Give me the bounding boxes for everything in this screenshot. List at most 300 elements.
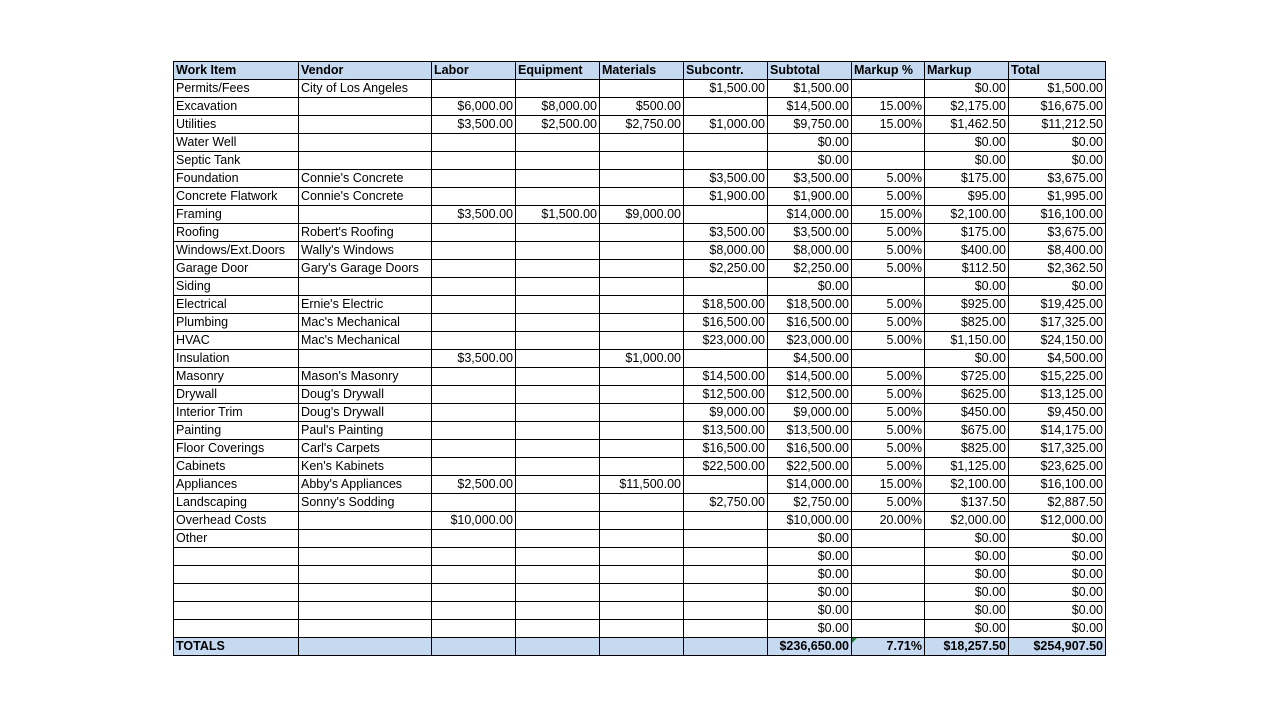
cell-vendor[interactable] [299,278,432,296]
cell-markup-pct[interactable]: 5.00% [852,314,925,332]
cell-subcontr[interactable] [684,620,768,638]
cell-subtotal[interactable]: $23,000.00 [768,332,852,350]
column-header-materials[interactable]: Materials [600,62,684,80]
cell-markup-pct[interactable] [852,602,925,620]
totals-cell-markup[interactable]: $18,257.50 [925,638,1009,656]
cell-labor[interactable] [432,620,516,638]
cell-work-item[interactable]: Plumbing [174,314,299,332]
cell-markup[interactable]: $625.00 [925,386,1009,404]
cell-subtotal[interactable]: $0.00 [768,602,852,620]
cell-labor[interactable] [432,530,516,548]
cell-subtotal[interactable]: $2,250.00 [768,260,852,278]
cell-total[interactable]: $0.00 [1009,620,1106,638]
cell-subtotal[interactable]: $1,900.00 [768,188,852,206]
cell-materials[interactable] [600,602,684,620]
column-header-markup-pct[interactable]: Markup % [852,62,925,80]
column-header-vendor[interactable]: Vendor [299,62,432,80]
cell-equipment[interactable] [516,134,600,152]
cell-subtotal[interactable]: $9,750.00 [768,116,852,134]
cell-subcontr[interactable] [684,602,768,620]
cell-vendor[interactable]: Connie's Concrete [299,170,432,188]
cell-subcontr[interactable]: $8,000.00 [684,242,768,260]
cell-labor[interactable] [432,584,516,602]
cell-subtotal[interactable]: $1,500.00 [768,80,852,98]
cell-total[interactable]: $0.00 [1009,584,1106,602]
cell-markup-pct[interactable] [852,530,925,548]
totals-cell-markup-pct[interactable]: 7.71% [852,638,925,656]
cell-labor[interactable]: $3,500.00 [432,206,516,224]
cell-vendor[interactable]: Gary's Garage Doors [299,260,432,278]
cell-markup[interactable]: $1,125.00 [925,458,1009,476]
cell-vendor[interactable]: Sonny's Sodding [299,494,432,512]
cell-vendor[interactable]: Mac's Mechanical [299,314,432,332]
cell-markup[interactable]: $0.00 [925,566,1009,584]
cell-equipment[interactable] [516,584,600,602]
cell-vendor[interactable]: Connie's Concrete [299,188,432,206]
cell-subtotal[interactable]: $0.00 [768,584,852,602]
cell-markup[interactable]: $0.00 [925,548,1009,566]
cell-subcontr[interactable]: $16,500.00 [684,314,768,332]
cell-markup[interactable]: $175.00 [925,224,1009,242]
totals-cell-labor[interactable] [432,638,516,656]
cell-labor[interactable]: $3,500.00 [432,350,516,368]
cell-markup-pct[interactable]: 5.00% [852,458,925,476]
column-header-labor[interactable]: Labor [432,62,516,80]
cell-markup-pct[interactable]: 5.00% [852,440,925,458]
cell-total[interactable]: $0.00 [1009,548,1106,566]
cell-work-item[interactable]: Painting [174,422,299,440]
cell-vendor[interactable]: Mac's Mechanical [299,332,432,350]
totals-cell-materials[interactable] [600,638,684,656]
cell-subtotal[interactable]: $13,500.00 [768,422,852,440]
cell-work-item[interactable] [174,620,299,638]
cell-markup-pct[interactable] [852,584,925,602]
cell-markup[interactable]: $725.00 [925,368,1009,386]
cell-total[interactable]: $4,500.00 [1009,350,1106,368]
cell-materials[interactable] [600,440,684,458]
cell-labor[interactable] [432,188,516,206]
cell-materials[interactable] [600,404,684,422]
cell-labor[interactable]: $10,000.00 [432,512,516,530]
cell-markup-pct[interactable]: 15.00% [852,206,925,224]
cell-subcontr[interactable] [684,584,768,602]
cell-work-item[interactable]: Permits/Fees [174,80,299,98]
cell-materials[interactable] [600,296,684,314]
cell-markup[interactable]: $400.00 [925,242,1009,260]
cell-labor[interactable] [432,170,516,188]
cell-equipment[interactable] [516,260,600,278]
cell-markup-pct[interactable]: 5.00% [852,170,925,188]
cell-subtotal[interactable]: $2,750.00 [768,494,852,512]
cell-subcontr[interactable]: $12,500.00 [684,386,768,404]
cell-markup-pct[interactable] [852,620,925,638]
cell-vendor[interactable]: Doug's Drywall [299,386,432,404]
cell-total[interactable]: $11,212.50 [1009,116,1106,134]
column-header-markup[interactable]: Markup [925,62,1009,80]
totals-cell-subcontr[interactable] [684,638,768,656]
cell-subcontr[interactable]: $23,000.00 [684,332,768,350]
cell-equipment[interactable] [516,332,600,350]
cell-vendor[interactable] [299,134,432,152]
cell-equipment[interactable] [516,188,600,206]
cell-work-item[interactable] [174,566,299,584]
cell-total[interactable]: $17,325.00 [1009,314,1106,332]
cell-subtotal[interactable]: $3,500.00 [768,170,852,188]
column-header-subtotal[interactable]: Subtotal [768,62,852,80]
cell-subtotal[interactable]: $14,000.00 [768,476,852,494]
cell-subcontr[interactable] [684,512,768,530]
cell-total[interactable]: $1,500.00 [1009,80,1106,98]
cell-equipment[interactable]: $1,500.00 [516,206,600,224]
cell-work-item[interactable]: Other [174,530,299,548]
cell-vendor[interactable]: Ken's Kabinets [299,458,432,476]
cell-labor[interactable] [432,602,516,620]
cell-markup-pct[interactable] [852,548,925,566]
cell-vendor[interactable] [299,512,432,530]
cell-subtotal[interactable]: $3,500.00 [768,224,852,242]
cell-equipment[interactable] [516,386,600,404]
cell-equipment[interactable] [516,566,600,584]
cell-materials[interactable] [600,620,684,638]
cell-vendor[interactable]: Ernie's Electric [299,296,432,314]
cell-markup[interactable]: $0.00 [925,620,1009,638]
column-header-equipment[interactable]: Equipment [516,62,600,80]
cell-labor[interactable] [432,332,516,350]
cell-total[interactable]: $16,100.00 [1009,206,1106,224]
cell-vendor[interactable] [299,548,432,566]
cell-materials[interactable] [600,80,684,98]
cell-equipment[interactable] [516,458,600,476]
cell-markup-pct[interactable]: 5.00% [852,242,925,260]
cell-vendor[interactable]: Mason's Masonry [299,368,432,386]
cell-markup[interactable]: $1,150.00 [925,332,1009,350]
cell-subtotal[interactable]: $18,500.00 [768,296,852,314]
cell-subtotal[interactable]: $12,500.00 [768,386,852,404]
cell-markup[interactable]: $450.00 [925,404,1009,422]
cell-markup-pct[interactable]: 15.00% [852,116,925,134]
cell-work-item[interactable]: Windows/Ext.Doors [174,242,299,260]
cell-work-item[interactable]: Water Well [174,134,299,152]
cell-markup-pct[interactable]: 5.00% [852,260,925,278]
cell-materials[interactable] [600,386,684,404]
totals-cell-subtotal[interactable]: $236,650.00 [768,638,852,656]
cell-work-item[interactable]: Landscaping [174,494,299,512]
cell-equipment[interactable] [516,242,600,260]
cell-labor[interactable] [432,242,516,260]
cell-markup-pct[interactable]: 5.00% [852,368,925,386]
cell-work-item[interactable]: Electrical [174,296,299,314]
cell-markup-pct[interactable] [852,278,925,296]
cell-subtotal[interactable]: $14,000.00 [768,206,852,224]
cell-subcontr[interactable]: $1,900.00 [684,188,768,206]
cell-subtotal[interactable]: $0.00 [768,134,852,152]
cell-labor[interactable] [432,278,516,296]
cell-markup-pct[interactable]: 5.00% [852,224,925,242]
cell-markup[interactable]: $0.00 [925,584,1009,602]
cell-total[interactable]: $0.00 [1009,566,1106,584]
cell-equipment[interactable] [516,314,600,332]
cell-subcontr[interactable] [684,206,768,224]
cell-total[interactable]: $13,125.00 [1009,386,1106,404]
cell-materials[interactable] [600,278,684,296]
cell-vendor[interactable]: City of Los Angeles [299,80,432,98]
cell-equipment[interactable] [516,80,600,98]
cell-subcontr[interactable]: $3,500.00 [684,170,768,188]
cell-subcontr[interactable] [684,350,768,368]
cell-labor[interactable]: $6,000.00 [432,98,516,116]
column-header-total[interactable]: Total [1009,62,1106,80]
cell-total[interactable]: $0.00 [1009,602,1106,620]
cell-labor[interactable] [432,566,516,584]
cell-markup[interactable]: $2,000.00 [925,512,1009,530]
cell-labor[interactable] [432,296,516,314]
cell-markup[interactable]: $175.00 [925,170,1009,188]
cell-materials[interactable] [600,170,684,188]
cell-materials[interactable] [600,368,684,386]
cell-total[interactable]: $8,400.00 [1009,242,1106,260]
cell-subtotal[interactable]: $0.00 [768,620,852,638]
cell-total[interactable]: $19,425.00 [1009,296,1106,314]
cell-subcontr[interactable] [684,530,768,548]
cell-labor[interactable] [432,422,516,440]
cell-materials[interactable] [600,494,684,512]
cell-subtotal[interactable]: $14,500.00 [768,98,852,116]
cell-markup[interactable]: $0.00 [925,602,1009,620]
cell-vendor[interactable] [299,602,432,620]
cell-equipment[interactable] [516,530,600,548]
cell-materials[interactable]: $11,500.00 [600,476,684,494]
cell-work-item[interactable]: Interior Trim [174,404,299,422]
column-header-subcontr[interactable]: Subcontr. [684,62,768,80]
cell-markup-pct[interactable] [852,134,925,152]
cell-subtotal[interactable]: $9,000.00 [768,404,852,422]
cell-materials[interactable]: $9,000.00 [600,206,684,224]
cell-work-item[interactable]: Excavation [174,98,299,116]
cell-total[interactable]: $23,625.00 [1009,458,1106,476]
cell-total[interactable]: $0.00 [1009,278,1106,296]
cell-markup-pct[interactable] [852,80,925,98]
cell-subtotal[interactable]: $16,500.00 [768,440,852,458]
cell-work-item[interactable] [174,602,299,620]
cell-subtotal[interactable]: $14,500.00 [768,368,852,386]
cell-vendor[interactable] [299,116,432,134]
totals-cell-total[interactable]: $254,907.50 [1009,638,1106,656]
cell-subtotal[interactable]: $0.00 [768,566,852,584]
cell-materials[interactable]: $500.00 [600,98,684,116]
cell-labor[interactable] [432,386,516,404]
cell-subcontr[interactable]: $22,500.00 [684,458,768,476]
cell-materials[interactable]: $2,750.00 [600,116,684,134]
cell-subcontr[interactable]: $1,000.00 [684,116,768,134]
cell-labor[interactable] [432,404,516,422]
cell-materials[interactable] [600,260,684,278]
cell-markup-pct[interactable]: 20.00% [852,512,925,530]
cell-subcontr[interactable] [684,134,768,152]
cell-labor[interactable] [432,80,516,98]
cell-materials[interactable] [600,188,684,206]
cell-work-item[interactable] [174,584,299,602]
cell-labor[interactable] [432,260,516,278]
cell-work-item[interactable] [174,548,299,566]
cell-markup-pct[interactable]: 5.00% [852,332,925,350]
cell-subcontr[interactable]: $13,500.00 [684,422,768,440]
cell-vendor[interactable] [299,152,432,170]
cell-subtotal[interactable]: $10,000.00 [768,512,852,530]
cell-markup-pct[interactable]: 5.00% [852,404,925,422]
cell-materials[interactable] [600,152,684,170]
cell-labor[interactable] [432,152,516,170]
cell-markup-pct[interactable] [852,350,925,368]
cell-work-item[interactable]: Garage Door [174,260,299,278]
cell-markup[interactable]: $95.00 [925,188,1009,206]
cell-subcontr[interactable] [684,152,768,170]
cell-vendor[interactable] [299,566,432,584]
cell-materials[interactable] [600,530,684,548]
cell-work-item[interactable]: Overhead Costs [174,512,299,530]
cell-materials[interactable] [600,242,684,260]
cell-work-item[interactable]: Roofing [174,224,299,242]
cell-markup-pct[interactable]: 15.00% [852,476,925,494]
cell-work-item[interactable]: Drywall [174,386,299,404]
cell-labor[interactable] [432,314,516,332]
cell-vendor[interactable]: Carl's Carpets [299,440,432,458]
cell-total[interactable]: $3,675.00 [1009,224,1106,242]
cell-work-item[interactable]: Masonry [174,368,299,386]
cell-vendor[interactable] [299,584,432,602]
cell-equipment[interactable] [516,296,600,314]
cell-subcontr[interactable]: $16,500.00 [684,440,768,458]
cell-labor[interactable] [432,548,516,566]
cell-work-item[interactable]: Foundation [174,170,299,188]
cell-work-item[interactable]: Utilities [174,116,299,134]
cell-total[interactable]: $0.00 [1009,134,1106,152]
totals-cell-equipment[interactable] [516,638,600,656]
cell-materials[interactable] [600,224,684,242]
cell-markup-pct[interactable]: 5.00% [852,188,925,206]
cell-markup[interactable]: $112.50 [925,260,1009,278]
cell-vendor[interactable] [299,350,432,368]
cell-equipment[interactable] [516,548,600,566]
cell-vendor[interactable] [299,98,432,116]
cell-total[interactable]: $1,995.00 [1009,188,1106,206]
cell-subcontr[interactable]: $18,500.00 [684,296,768,314]
cell-markup[interactable]: $825.00 [925,440,1009,458]
cell-total[interactable]: $2,887.50 [1009,494,1106,512]
cell-subcontr[interactable]: $14,500.00 [684,368,768,386]
cell-materials[interactable] [600,566,684,584]
cell-equipment[interactable] [516,440,600,458]
cell-total[interactable]: $0.00 [1009,152,1106,170]
totals-cell-vendor[interactable] [299,638,432,656]
cell-work-item[interactable]: HVAC [174,332,299,350]
cell-vendor[interactable]: Paul's Painting [299,422,432,440]
cell-work-item[interactable]: Insulation [174,350,299,368]
cell-markup-pct[interactable] [852,152,925,170]
cell-total[interactable]: $9,450.00 [1009,404,1106,422]
cell-markup[interactable]: $0.00 [925,350,1009,368]
cell-equipment[interactable]: $2,500.00 [516,116,600,134]
cell-equipment[interactable] [516,512,600,530]
cell-markup-pct[interactable] [852,566,925,584]
cell-labor[interactable] [432,134,516,152]
cell-equipment[interactable] [516,224,600,242]
cell-subcontr[interactable]: $1,500.00 [684,80,768,98]
cell-subtotal[interactable]: $0.00 [768,548,852,566]
cell-total[interactable]: $16,675.00 [1009,98,1106,116]
cell-materials[interactable] [600,332,684,350]
cell-equipment[interactable] [516,476,600,494]
cell-vendor[interactable]: Wally's Windows [299,242,432,260]
cell-equipment[interactable] [516,494,600,512]
cell-subcontr[interactable]: $3,500.00 [684,224,768,242]
cell-vendor[interactable]: Robert's Roofing [299,224,432,242]
cell-markup[interactable]: $0.00 [925,80,1009,98]
totals-cell-work-item[interactable]: TOTALS [174,638,299,656]
cell-work-item[interactable]: Siding [174,278,299,296]
cell-markup-pct[interactable]: 5.00% [852,494,925,512]
cell-markup[interactable]: $1,462.50 [925,116,1009,134]
cell-subcontr[interactable]: $2,250.00 [684,260,768,278]
cell-total[interactable]: $14,175.00 [1009,422,1106,440]
cell-labor[interactable]: $3,500.00 [432,116,516,134]
cell-subtotal[interactable]: $4,500.00 [768,350,852,368]
cell-subtotal[interactable]: $0.00 [768,530,852,548]
cell-markup[interactable]: $137.50 [925,494,1009,512]
cell-markup[interactable]: $2,175.00 [925,98,1009,116]
cell-equipment[interactable] [516,350,600,368]
cell-work-item[interactable]: Framing [174,206,299,224]
cell-equipment[interactable] [516,602,600,620]
cell-materials[interactable] [600,512,684,530]
cell-equipment[interactable] [516,170,600,188]
cell-markup-pct[interactable]: 15.00% [852,98,925,116]
cell-materials[interactable]: $1,000.00 [600,350,684,368]
cell-markup[interactable]: $675.00 [925,422,1009,440]
cell-total[interactable]: $24,150.00 [1009,332,1106,350]
cell-work-item[interactable]: Cabinets [174,458,299,476]
cell-equipment[interactable] [516,404,600,422]
cell-total[interactable]: $17,325.00 [1009,440,1106,458]
column-header-work-item[interactable]: Work Item [174,62,299,80]
cell-materials[interactable] [600,584,684,602]
cell-materials[interactable] [600,422,684,440]
cell-equipment[interactable] [516,152,600,170]
cell-total[interactable]: $15,225.00 [1009,368,1106,386]
cell-equipment[interactable] [516,278,600,296]
cell-total[interactable]: $16,100.00 [1009,476,1106,494]
cell-markup-pct[interactable]: 5.00% [852,386,925,404]
cell-labor[interactable] [432,458,516,476]
cell-subcontr[interactable] [684,548,768,566]
cell-labor[interactable] [432,224,516,242]
cell-subtotal[interactable]: $22,500.00 [768,458,852,476]
cell-subtotal[interactable]: $8,000.00 [768,242,852,260]
cell-labor[interactable] [432,440,516,458]
cell-labor[interactable]: $2,500.00 [432,476,516,494]
cell-markup[interactable]: $0.00 [925,134,1009,152]
cell-work-item[interactable]: Septic Tank [174,152,299,170]
cell-subcontr[interactable] [684,566,768,584]
cell-vendor[interactable] [299,620,432,638]
cell-markup[interactable]: $0.00 [925,278,1009,296]
cell-markup[interactable]: $2,100.00 [925,206,1009,224]
cell-equipment[interactable] [516,368,600,386]
cell-total[interactable]: $2,362.50 [1009,260,1106,278]
cell-subcontr[interactable]: $2,750.00 [684,494,768,512]
cell-materials[interactable] [600,548,684,566]
cell-total[interactable]: $3,675.00 [1009,170,1106,188]
cell-markup[interactable]: $0.00 [925,152,1009,170]
